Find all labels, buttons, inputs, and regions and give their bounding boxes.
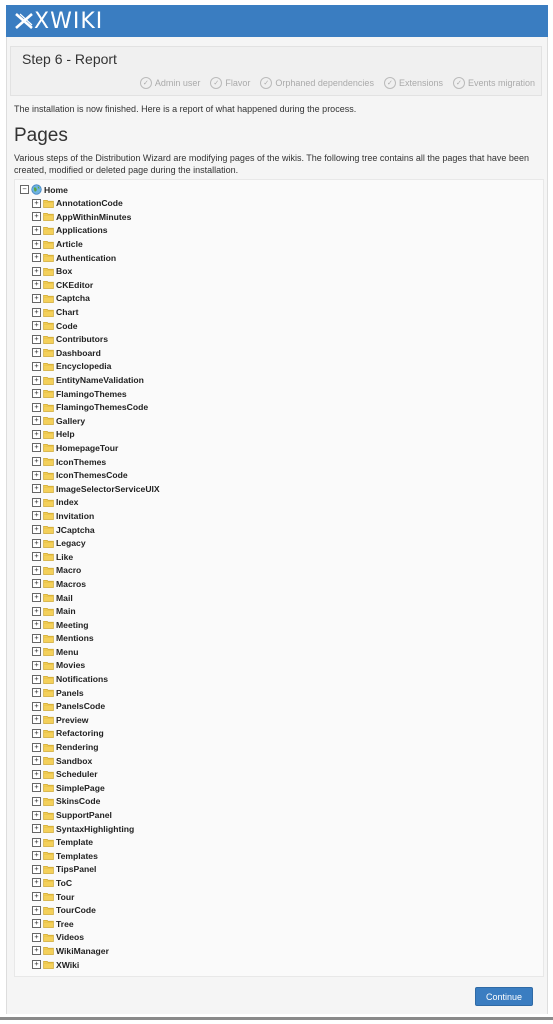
step-label: Admin user: [154, 78, 201, 88]
tree-item[interactable]: [32, 632, 160, 646]
tree-item-label[interactable]: Article: [56, 239, 83, 250]
tree-item[interactable]: [32, 332, 160, 346]
expand-icon[interactable]: +: [32, 783, 41, 792]
folder-icon: [43, 416, 54, 425]
tree-item[interactable]: [32, 795, 160, 809]
folder-icon: [43, 620, 54, 629]
step-progress: [140, 77, 535, 89]
tree-item-label[interactable]: Captcha: [56, 293, 90, 304]
step-label: Extensions: [398, 78, 443, 88]
tree-item[interactable]: [32, 564, 160, 578]
top-bar: [6, 5, 548, 37]
step-events-migration: [453, 77, 535, 89]
continue-button[interactable]: Continue: [475, 987, 533, 1006]
expand-icon[interactable]: +: [32, 620, 41, 629]
folder-icon: [43, 729, 54, 738]
tree-item[interactable]: [32, 346, 160, 360]
folder-icon: [43, 267, 54, 276]
expand-icon[interactable]: +: [32, 457, 41, 466]
logo-text: XWIKI: [34, 8, 104, 34]
expand-icon[interactable]: +: [32, 376, 41, 385]
expand-icon[interactable]: +: [32, 919, 41, 928]
expand-icon[interactable]: +: [32, 797, 41, 806]
expand-icon[interactable]: +: [32, 267, 41, 276]
tree-item-label[interactable]: Code: [56, 320, 78, 331]
tree-item-label[interactable]: AppWithinMinutes: [56, 211, 132, 222]
tree-item[interactable]: [32, 468, 160, 482]
expand-icon[interactable]: +: [32, 675, 41, 684]
folder-icon: [43, 362, 54, 371]
tree-item[interactable]: [32, 210, 160, 224]
tree-item-label[interactable]: Menu: [56, 646, 79, 657]
check-circle-icon: ✓: [453, 77, 465, 89]
expand-icon[interactable]: +: [32, 484, 41, 493]
expand-icon[interactable]: +: [32, 607, 41, 616]
expand-icon[interactable]: +: [32, 729, 41, 738]
tree-item[interactable]: [32, 618, 160, 632]
pages-tree: [14, 179, 544, 977]
expand-icon[interactable]: +: [32, 661, 41, 670]
tree-item[interactable]: [32, 931, 160, 945]
tree-item-label[interactable]: Authentication: [56, 252, 117, 263]
tree-item-label[interactable]: Videos: [56, 932, 85, 943]
folder-icon: [43, 892, 54, 901]
expand-icon[interactable]: +: [32, 593, 41, 602]
tree-item-label[interactable]: Chart: [56, 307, 79, 318]
tree-item-label[interactable]: Tour: [56, 891, 75, 902]
expand-icon[interactable]: +: [32, 878, 41, 887]
tree-item-label[interactable]: Macro: [56, 565, 82, 576]
expand-icon[interactable]: +: [32, 471, 41, 480]
tree-item[interactable]: [32, 251, 160, 265]
expand-icon[interactable]: +: [32, 647, 41, 656]
folder-icon: [43, 702, 54, 711]
folder-icon: [43, 212, 54, 221]
tree-item-label[interactable]: CKEditor: [56, 279, 94, 290]
folder-icon: [43, 838, 54, 847]
folder-icon: [43, 280, 54, 289]
tree-root-label[interactable]: Home: [44, 184, 68, 195]
globe-icon: [31, 184, 42, 195]
expand-icon[interactable]: +: [32, 838, 41, 847]
tree-item-label[interactable]: IconThemes: [56, 456, 107, 467]
expand-icon[interactable]: +: [32, 348, 41, 357]
tree-item-label[interactable]: SupportPanel: [56, 810, 112, 821]
tree-item[interactable]: [32, 523, 160, 537]
check-circle-icon: ✓: [260, 77, 272, 89]
folder-icon: [43, 498, 54, 507]
folder-icon: [43, 770, 54, 779]
tree-item[interactable]: [32, 808, 160, 822]
tree-item[interactable]: [32, 509, 160, 523]
folder-icon: [43, 335, 54, 344]
folder-icon: [43, 348, 54, 357]
folder-icon: [43, 906, 54, 915]
expand-icon[interactable]: +: [32, 634, 41, 643]
tree-item-label[interactable]: Scheduler: [56, 769, 98, 780]
folder-icon: [43, 851, 54, 860]
expand-icon[interactable]: +: [32, 566, 41, 575]
folder-icon: [43, 607, 54, 616]
expand-icon[interactable]: +: [32, 403, 41, 412]
tree-item-label[interactable]: Applications: [56, 225, 108, 236]
tree-item-label[interactable]: TourCode: [56, 905, 96, 916]
tree-item[interactable]: [32, 360, 160, 374]
tree-item-label[interactable]: Index: [56, 497, 79, 508]
tree-item[interactable]: [32, 958, 160, 972]
xwiki-x-icon: [14, 12, 34, 30]
tree-item[interactable]: [32, 455, 160, 469]
expand-icon[interactable]: +: [32, 321, 41, 330]
tree-item[interactable]: [32, 659, 160, 673]
pages-heading: Pages: [14, 125, 68, 146]
folder-icon: [43, 294, 54, 303]
tree-item-label[interactable]: Template: [56, 837, 94, 848]
step-orphaned-dependencies: [260, 77, 374, 89]
tree-item-label[interactable]: FlamingoThemesCode: [56, 402, 149, 413]
folder-icon: [43, 240, 54, 249]
tree-item[interactable]: [32, 645, 160, 659]
tree-item[interactable]: [32, 754, 160, 768]
folder-icon: [43, 321, 54, 330]
tree-item[interactable]: [32, 767, 160, 781]
expand-icon[interactable]: +: [32, 511, 41, 520]
tree-item-label[interactable]: Dashboard: [56, 347, 101, 358]
folder-icon: [43, 824, 54, 833]
tree-item-label[interactable]: Encyclopedia: [56, 361, 112, 372]
expand-icon[interactable]: +: [32, 960, 41, 969]
folder-icon: [43, 634, 54, 643]
tree-item-label[interactable]: SkinsCode: [56, 796, 101, 807]
tree-item-label[interactable]: ImageSelectorServiceUIX: [56, 483, 160, 494]
folder-icon: [43, 933, 54, 942]
tree-item[interactable]: [32, 686, 160, 700]
expand-icon[interactable]: +: [32, 811, 41, 820]
tree-item-label[interactable]: Box: [56, 266, 73, 277]
xwiki-logo[interactable]: [14, 9, 103, 34]
folder-icon: [43, 647, 54, 656]
step-label: Events migration: [467, 78, 535, 88]
tree-item-label[interactable]: HomepageTour: [56, 442, 119, 453]
tree-item-label[interactable]: Templates: [56, 850, 98, 861]
tree-item-label[interactable]: Contributors: [56, 334, 109, 345]
tree-item-label[interactable]: SyntaxHighlighting: [56, 823, 135, 834]
folder-icon: [43, 308, 54, 317]
tree-item[interactable]: [32, 278, 160, 292]
folder-icon: [43, 511, 54, 520]
tree-item[interactable]: [32, 237, 160, 251]
step-admin-user: [140, 77, 201, 89]
folder-icon: [43, 688, 54, 697]
expand-icon[interactable]: +: [32, 865, 41, 874]
tree-item[interactable]: [32, 604, 160, 618]
tree-item[interactable]: [32, 400, 160, 414]
tree-item[interactable]: [32, 482, 160, 496]
tree-item-label[interactable]: Legacy: [56, 538, 86, 549]
expand-icon[interactable]: +: [32, 253, 41, 262]
tree-item-label[interactable]: Main: [56, 606, 76, 617]
expand-icon[interactable]: +: [32, 756, 41, 765]
tree-item-label[interactable]: Mail: [56, 592, 73, 603]
tree-item-label[interactable]: Help: [56, 429, 75, 440]
check-circle-icon: ✓: [210, 77, 222, 89]
tree-item[interactable]: [32, 903, 160, 917]
tree-item[interactable]: [32, 387, 160, 401]
folder-icon: [43, 552, 54, 561]
tree-item-label[interactable]: FlamingoThemes: [56, 388, 127, 399]
expand-icon[interactable]: +: [32, 199, 41, 208]
tree-item-label[interactable]: Sandbox: [56, 755, 93, 766]
tree-item[interactable]: [32, 849, 160, 863]
tree-item[interactable]: [32, 577, 160, 591]
tree-item-label[interactable]: TipsPanel: [56, 864, 97, 875]
folder-icon: [43, 457, 54, 466]
folder-icon: [43, 811, 54, 820]
expand-icon[interactable]: +: [32, 308, 41, 317]
tree-item[interactable]: [32, 917, 160, 931]
tree-item-label[interactable]: EntityNameValidation: [56, 375, 144, 386]
folder-icon: [43, 471, 54, 480]
tree-item[interactable]: [32, 699, 160, 713]
folder-icon: [43, 743, 54, 752]
tree-children: [32, 197, 160, 972]
tree-item[interactable]: [32, 224, 160, 238]
expand-icon[interactable]: +: [32, 552, 41, 561]
folder-icon: [43, 661, 54, 670]
tree-item[interactable]: [32, 441, 160, 455]
expand-icon[interactable]: +: [32, 525, 41, 534]
tree-item[interactable]: [32, 197, 160, 211]
tree-item-label[interactable]: Preview: [56, 714, 89, 725]
folder-icon: [43, 389, 54, 398]
tree-item-label[interactable]: IconThemesCode: [56, 470, 128, 481]
tree-item[interactable]: [32, 713, 160, 727]
expand-icon[interactable]: +: [32, 715, 41, 724]
tree-item[interactable]: [32, 373, 160, 387]
tree-item[interactable]: [32, 781, 160, 795]
expand-icon[interactable]: +: [32, 294, 41, 303]
expand-icon[interactable]: +: [32, 362, 41, 371]
expand-icon[interactable]: +: [32, 280, 41, 289]
step-flavor: [210, 77, 250, 89]
tree-item[interactable]: [32, 672, 160, 686]
pages-description: Various steps of the Distribution Wizard are modifying pages of the wikis. The following tree contains all the pages that have been created, modified or deleted page during the installation.: [14, 153, 529, 175]
expand-icon[interactable]: +: [32, 688, 41, 697]
tree-item-label[interactable]: Meeting: [56, 619, 89, 630]
tree-item[interactable]: [32, 876, 160, 890]
tree-item-label[interactable]: SimplePage: [56, 782, 105, 793]
expand-icon[interactable]: +: [32, 770, 41, 779]
tree-item-label[interactable]: Tree: [56, 918, 74, 929]
tree-item[interactable]: [32, 496, 160, 510]
tree-root-home[interactable]: [20, 183, 68, 196]
expand-icon[interactable]: +: [32, 702, 41, 711]
tree-item[interactable]: [32, 264, 160, 278]
tree-item-label[interactable]: AnnotationCode: [56, 198, 123, 209]
tree-item[interactable]: [32, 319, 160, 333]
tree-item[interactable]: [32, 890, 160, 904]
folder-icon: [43, 797, 54, 806]
step-panel: [10, 46, 542, 96]
tree-item-label[interactable]: Mentions: [56, 633, 94, 644]
folder-icon: [43, 376, 54, 385]
folder-icon: [43, 579, 54, 588]
expand-icon[interactable]: +: [32, 416, 41, 425]
step-extensions: [384, 77, 443, 89]
tree-item-label[interactable]: JCaptcha: [56, 524, 95, 535]
expand-icon[interactable]: +: [32, 240, 41, 249]
tree-item[interactable]: [32, 428, 160, 442]
tree-item-label[interactable]: XWiki: [56, 959, 80, 970]
folder-icon: [43, 443, 54, 452]
tree-item[interactable]: [32, 550, 160, 564]
collapse-icon[interactable]: −: [20, 185, 29, 194]
expand-icon[interactable]: +: [32, 851, 41, 860]
expand-icon[interactable]: +: [32, 539, 41, 548]
expand-icon[interactable]: +: [32, 743, 41, 752]
folder-icon: [43, 593, 54, 602]
tree-item[interactable]: [32, 591, 160, 605]
expand-icon[interactable]: +: [32, 579, 41, 588]
folder-icon: [43, 865, 54, 874]
tree-item[interactable]: [32, 414, 160, 428]
folder-icon: [43, 783, 54, 792]
expand-icon[interactable]: +: [32, 906, 41, 915]
folder-icon: [43, 756, 54, 765]
expand-icon[interactable]: +: [32, 824, 41, 833]
folder-icon: [43, 539, 54, 548]
tree-item-label[interactable]: ToC: [56, 877, 73, 888]
expand-icon[interactable]: +: [32, 226, 41, 235]
folder-icon: [43, 484, 54, 493]
folder-icon: [43, 960, 54, 969]
tree-item[interactable]: [32, 822, 160, 836]
folder-icon: [43, 878, 54, 887]
tree-item-label[interactable]: WikiManager: [56, 945, 109, 956]
folder-icon: [43, 525, 54, 534]
tree-item-label[interactable]: Macros: [56, 578, 87, 589]
tree-item-label[interactable]: Invitation: [56, 510, 95, 521]
tree-item-label[interactable]: PanelsCode: [56, 701, 106, 712]
check-circle-icon: ✓: [384, 77, 396, 89]
tree-item-label[interactable]: Panels: [56, 687, 84, 698]
folder-icon: [43, 403, 54, 412]
tree-item-label[interactable]: Notifications: [56, 674, 109, 685]
tree-item-label[interactable]: Like: [56, 551, 74, 562]
folder-icon: [43, 430, 54, 439]
tree-item[interactable]: [32, 305, 160, 319]
step-label: Orphaned dependencies: [275, 78, 374, 88]
step-title: Step 6 - Report: [22, 51, 117, 67]
expand-icon[interactable]: +: [32, 946, 41, 955]
tree-item-label[interactable]: Gallery: [56, 415, 86, 426]
expand-icon[interactable]: +: [32, 498, 41, 507]
expand-icon[interactable]: +: [32, 430, 41, 439]
folder-icon: [43, 715, 54, 724]
tree-item[interactable]: [32, 740, 160, 754]
expand-icon[interactable]: +: [32, 389, 41, 398]
expand-icon[interactable]: +: [32, 892, 41, 901]
tree-item[interactable]: [32, 944, 160, 958]
folder-icon: [43, 253, 54, 262]
tree-item-label[interactable]: Rendering: [56, 742, 99, 753]
tree-item[interactable]: [32, 536, 160, 550]
tree-item[interactable]: [32, 727, 160, 741]
tree-item[interactable]: [32, 835, 160, 849]
folder-icon: [43, 199, 54, 208]
footer-divider: [0, 1017, 553, 1020]
folder-icon: [43, 919, 54, 928]
folder-icon: [43, 946, 54, 955]
expand-icon[interactable]: +: [32, 335, 41, 344]
tree-item-label[interactable]: Movies: [56, 660, 86, 671]
check-circle-icon: ✓: [140, 77, 152, 89]
folder-icon: [43, 226, 54, 235]
folder-icon: [43, 566, 54, 575]
folder-icon: [43, 675, 54, 684]
tree-item-label[interactable]: Refactoring: [56, 728, 104, 739]
step-label: Flavor: [225, 78, 251, 88]
tree-item[interactable]: [32, 863, 160, 877]
expand-icon[interactable]: +: [32, 212, 41, 221]
tree-item[interactable]: [32, 292, 160, 306]
intro-text: The installation is now finished. Here is a report of what happened during the process.: [14, 104, 357, 114]
expand-icon[interactable]: +: [32, 933, 41, 942]
expand-icon[interactable]: +: [32, 443, 41, 452]
